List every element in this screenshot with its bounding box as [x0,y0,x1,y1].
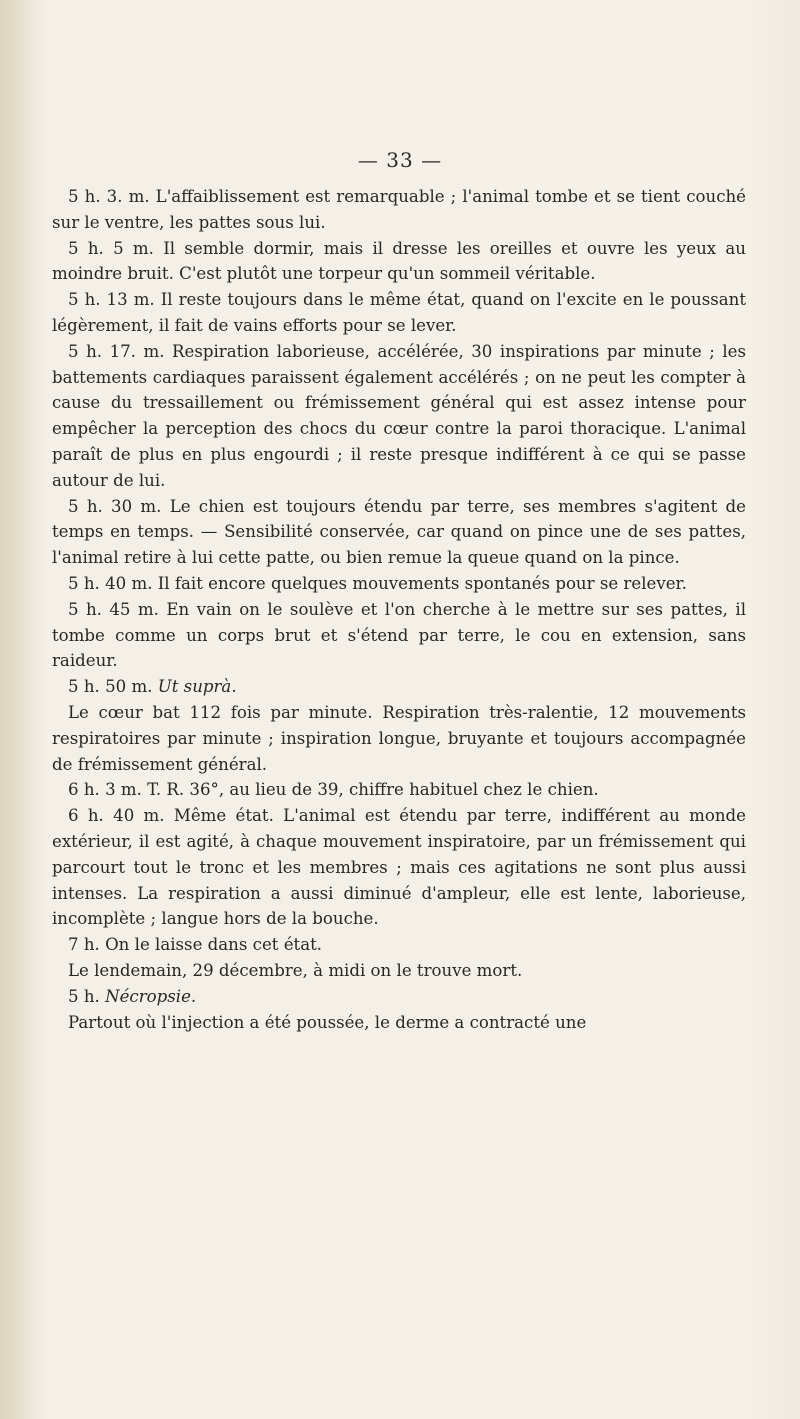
paragraph-5h40: 5 h. 40 m. Il fait encore quelques mouvements spontanés pour se relever. [68,573,687,593]
paragraph-partout: Partout où l'injection a été poussée, le derme a contracté une [68,1012,587,1032]
paragraph-5h17: 5 h. 17. m. Respiration laborieuse, accélérée, 30 inspirations par minute ; les battements cardiaques paraissent également accélérés ; on ne peut les compter à cause du tressaillement ou frémissement général qui est assez intense pour empêcher la perception des chocs du cœur contre la paroi thoracique. L'animal paraît de plus en plus engourdi ; il reste presque indifférent à ce qui se passe autour de lui. [52,341,746,490]
paragraph-6h40: 6 h. 40 m. Même état. L'animal est étendu par terre, indifférent au monde extérieur, il est agité, à chaque mouvement inspiratoire, par un frémissement qui parcourt tout le tronc et les membres ; mais ces agitations ne sont plus aussi intenses. La respiration a aussi diminué d'ampleur, elle est lente, laborieuse, incomplète ; langue hors de la bouche. [52,806,746,929]
paragraph-necropsie [52,984,746,1010]
page-number: — 33 — [357,148,443,172]
paragraph-necropsie-time: 5 h. [68,986,106,1006]
paragraph-heart-rate: Le cœur bat 112 fois par minute. Respiration très-ralentie, 12 mouvements respiratoires par minute ; inspiration longue, bruyante et toujours accompagnée de frémissement général. [52,702,746,774]
paragraph-5h45: 5 h. 45 m. En vain on le soulève et l'on cherche à le mettre sur ses pattes, il tombe comme un corps brut et s'étend par terre, le cou en extension, sans raideur. [52,599,746,671]
paragraph-7h: 7 h. On le laisse dans cet état. [68,935,323,955]
paragraph-5h50-time: 5 h. 50 m. [68,677,158,697]
body-text [52,184,746,1035]
paragraph-necropsie-heading: Nécropsie. [105,986,197,1006]
paragraph-5h03: 5 h. 3. m. L'affaiblissement est remarquable ; l'animal tombe et se tient couché sur le ventre, les pattes sous lui. [52,187,746,232]
paragraph-5h13: 5 h. 13 m. Il reste toujours dans le même état, quand on l'excite en le poussant légèrement, il fait de vains efforts pour se lever. [52,290,746,335]
paragraph-5h05: 5 h. 5 m. Il semble dormir, mais il dresse les oreilles et ouvre les yeux au moindre bruit. C'est plutôt une torpeur qu'un sommeil véritable. [52,238,746,284]
paragraph-5h50-note: Ut suprà. [157,677,237,697]
paragraph-6h03: 6 h. 3 m. T. R. 36°, au lieu de 39, chiffre habituel chez le chien. [68,780,599,800]
paragraph-lendemain: Le lendemain, 29 décembre, à midi on le trouve mort. [68,960,523,980]
paragraph-5h50 [52,674,746,700]
paragraph-5h30: 5 h. 30 m. Le chien est toujours étendu par terre, ses membres s'agitent de temps en temps. — Sensibilité conservée, car quand on pince une de ses pattes, l'animal retire à lui cette patte, ou bien remue la queue quand on la pince. [52,496,746,568]
